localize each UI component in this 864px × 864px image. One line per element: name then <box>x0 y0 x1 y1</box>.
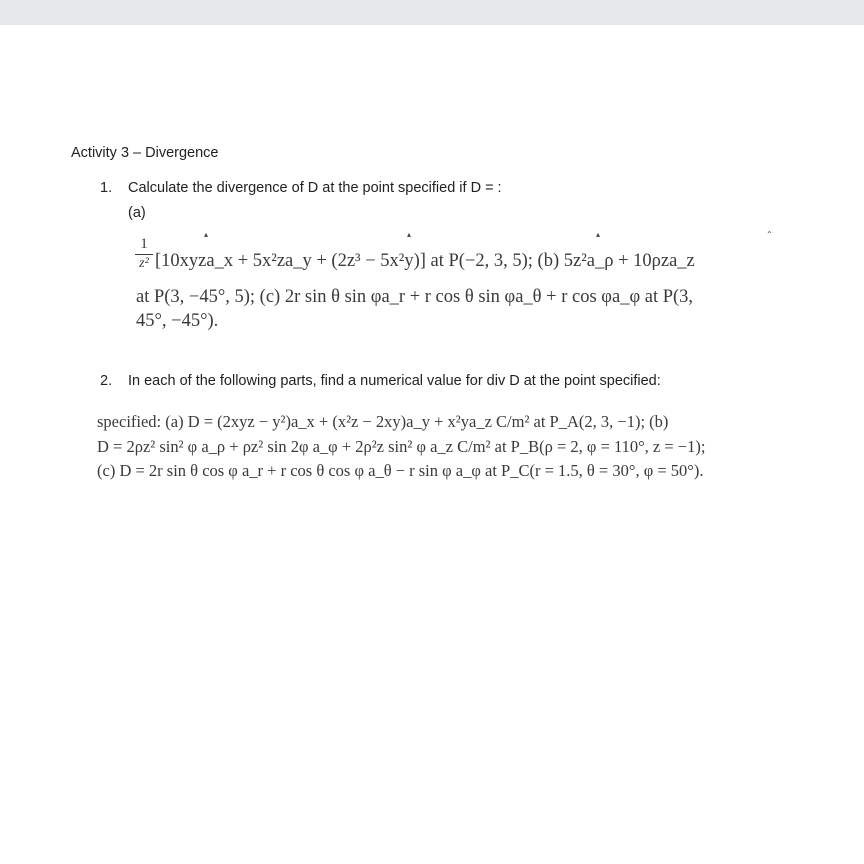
item-1-number: 1. <box>100 180 113 196</box>
fraction-denominator: z² <box>139 256 149 271</box>
item-2-formula-line-2: D = 2ρz² sin² φ a_ρ + ρz² sin 2φ a_φ + 2ρ²z sin² φ a_z C/m² at P_B(ρ = 2, φ = 110°, z = −1); <box>97 437 706 456</box>
item-1-formula-line-2: at P(3, −45°, 5); (c) 2r sin θ sin φa_r + r cos θ sin φa_θ + r cos φa_φ at P(3, <box>136 287 694 307</box>
item-2-text: In each of the following parts, find a numerical value for div D at the point specified: <box>128 373 661 389</box>
item-2-number: 2. <box>100 373 113 389</box>
scan-artifact-dot: ⌃ <box>766 230 773 239</box>
item-1-formula-line-1: [10xyza_x + 5x²za_y + (2z³ − 5x²y)] at P(−2, 3, 5); (b) 5z²a_ρ + 10ρza_z <box>155 251 695 271</box>
item-2-formula-line-3: (c) D = 2r sin θ cos φ a_r + r cos θ cos φ a_θ − r sin φ a_φ at P_C(r = 1.5, θ = 30°, φ = 50°). <box>97 461 704 480</box>
item-1-fraction <box>134 236 154 272</box>
item-1-formula-line-3: 45°, −45°). <box>136 311 219 331</box>
scan-artifact-dot: ▴ <box>596 230 601 239</box>
item-2-formula-line-1: specified: (a) D = (2xyz − y²)a_x + (x²z − 2xy)a_y + x²ya_z C/m² at P_A(2, 3, −1); (b) <box>97 412 669 431</box>
activity-heading: Activity 3 – Divergence <box>71 145 219 161</box>
scan-artifact-dot: ▴ <box>407 230 412 239</box>
fraction-numerator: 1 <box>140 236 148 252</box>
scan-artifact-dot: ▴ <box>204 230 209 239</box>
item-1-text: Calculate the divergence of D at the point specified if D = : <box>128 180 502 196</box>
item-1-sub-label: (a) <box>128 205 146 221</box>
top-toolbar-strip <box>0 0 864 25</box>
